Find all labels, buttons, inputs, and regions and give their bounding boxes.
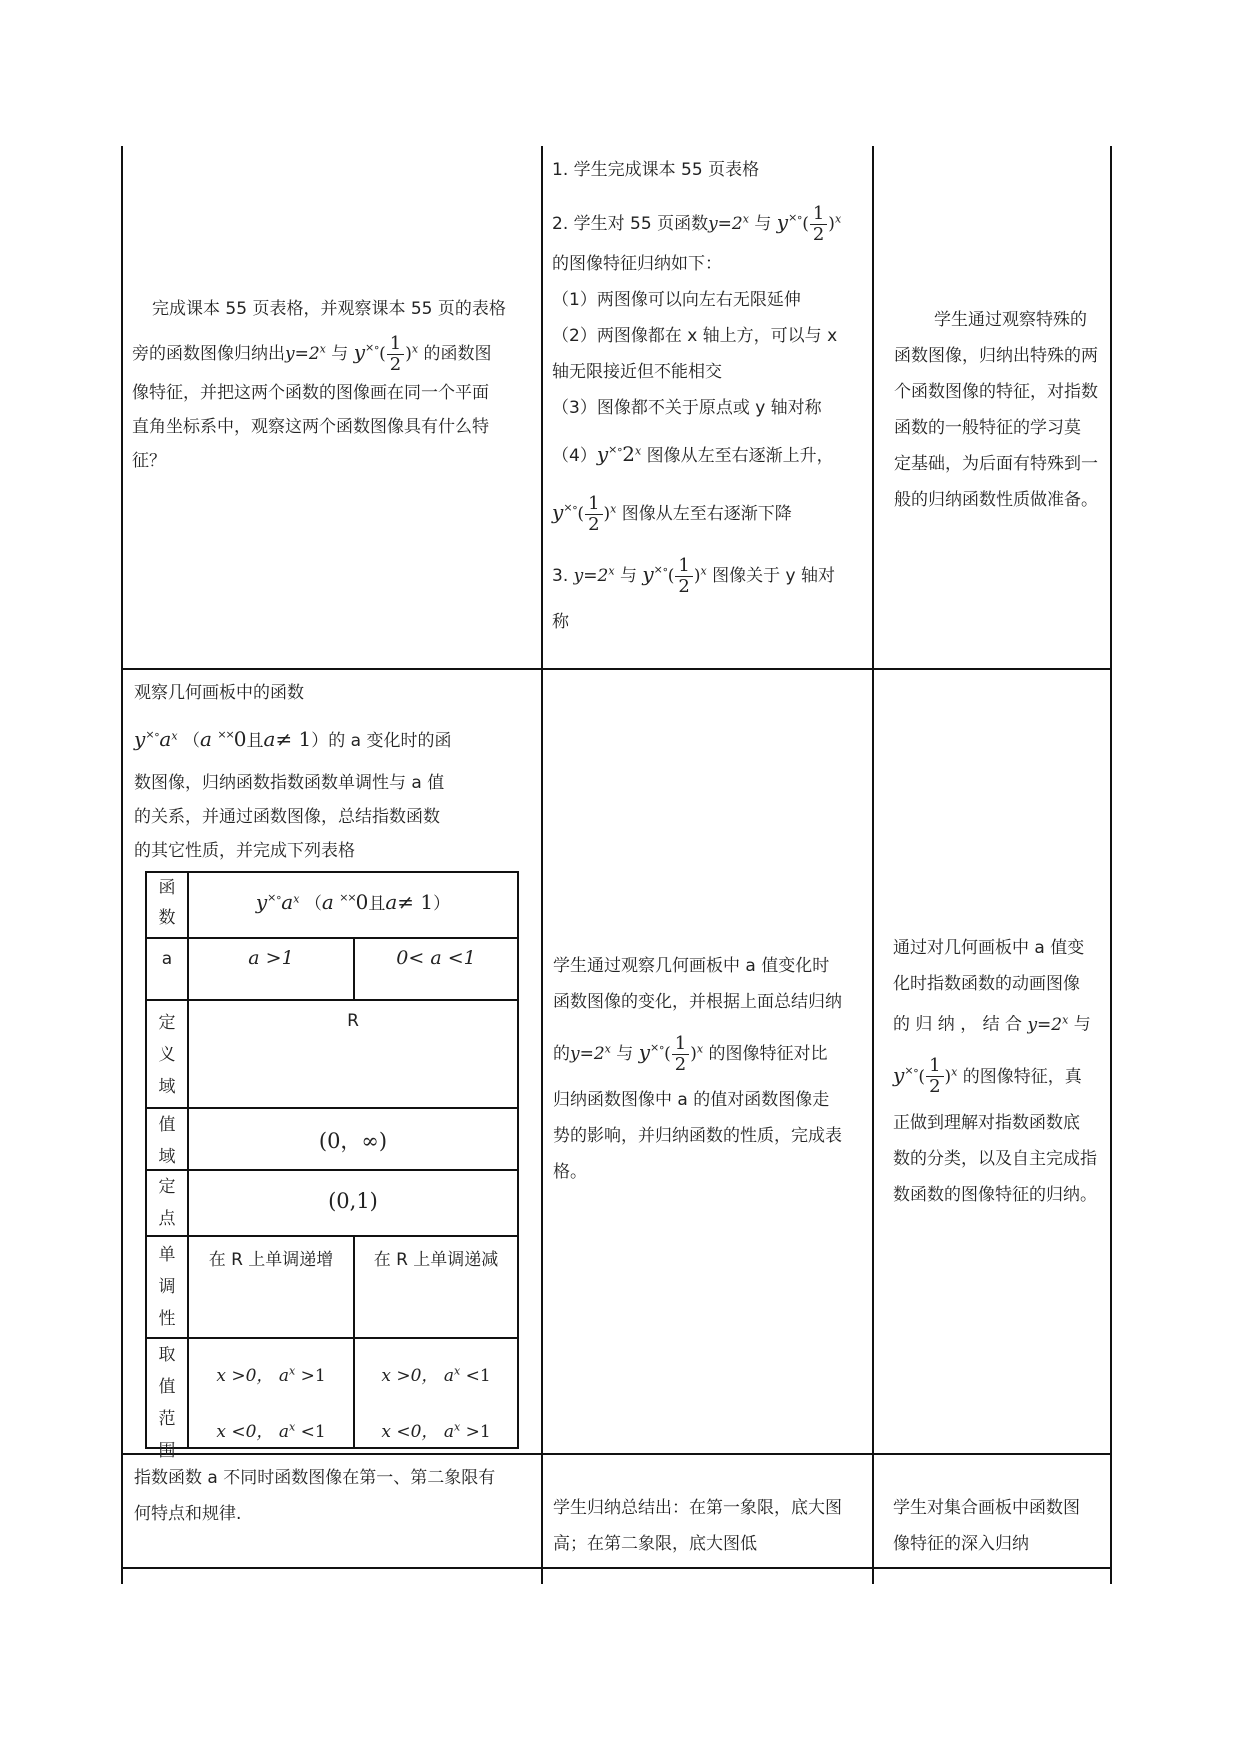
inner-border-r1 [145,937,519,939]
row1-col3-line6: 般的归纳函数性质做准备。 [894,490,1098,510]
row1-col3-line1: 学生通过观察特殊的 [934,310,1087,330]
label-value-range: 取值范围 [158,1345,176,1461]
row3-col1-text [134,1460,534,1532]
table-border-left [121,146,123,1584]
row1-col2-item3: 3. $y=2^x$ 与 y×∘( $\frac{1}{2}$ )$^x$ 图像关于 y 轴对 [552,554,835,597]
row2-col2-line6: 格。 [553,1162,587,1182]
header-function-formula: $y^{\times\circ}a^x$ （a ××0且a≠ 1） [255,890,451,914]
row2-col1-text [134,676,534,868]
inner-border-r6 [145,1337,519,1339]
row2-col2-line1: 学生通过观察几何画板中 a 值变化时 [553,956,830,976]
label-fixed-point: 定点 [158,1177,176,1229]
table-border-right [1110,146,1112,1584]
row1-col2-text [552,152,864,640]
row2-col1-line1: 观察几何画板中的函数 [134,683,304,703]
row1-col1-line3: 像特征，并把这两个函数的图像画在同一个平面 [132,383,489,403]
row1-col2-point4a: （4）y×∘2$^x$ 图像从左至右逐渐上升， [552,442,834,466]
case-a-greater-1: a >1 [248,947,294,969]
row1-col2-point4b: y×∘( $\frac{1}{2}$ )$^x$ 图像从左至右逐渐下降 [552,492,792,535]
value-range-gt1-neg: x <0， $a^x <1$ [216,1420,326,1442]
fraction-half: $\frac{1}{2}$ [926,1056,943,1097]
label-function: 函数 [158,878,176,928]
inner-border-top [145,871,519,873]
row3-col3-line2: 像特征的深入归纳 [893,1534,1029,1554]
row1-col3-line5: 定基础，为后面有特殊到一 [894,454,1098,474]
row1-col2-point1: （1）两图像可以向左右无限延伸 [552,290,801,310]
row2-col1-line3: 数图像，归纳函数指数函数单调性与 a 值 [134,773,445,793]
row3-col1-line1: 指数函数 a 不同时函数图像在第一、第二象限有 [134,1468,496,1488]
fraction-half: $\frac{1}{2}$ [387,334,404,375]
label-range: 值域 [158,1115,176,1167]
inner-border-r3 [145,1107,519,1109]
row2-col3-line5: 正做到理解对指数函数底 [893,1112,1080,1133]
row3-col2-text [553,1490,869,1562]
row2-col3-text [893,930,1107,1213]
row2-col1-line4: 的关系，并通过函数图像，总结指数函数 [134,807,440,827]
fraction-half: $\frac{1}{2}$ [585,494,602,535]
row2-col3-line7: 数函数的图像特征的归纳。 [893,1184,1097,1205]
inner-border-r5 [145,1235,519,1237]
fraction-half: $\frac{1}{2}$ [810,204,827,245]
monotonic-increasing: 在 R 上单调递增 [208,1250,334,1270]
value-range-lt1-neg: x <0， $a^x >1$ [381,1420,491,1442]
row1-col2-item1: 1. 学生完成课本 55 页表格 [552,160,760,180]
properties-table [145,871,519,1461]
case-a-between-0-1: 0< a <1 [396,947,476,969]
row3-col3-line1: 学生对集合画板中函数图 [893,1498,1080,1518]
label-a: a [161,949,173,969]
row2-col2-line4: 归纳函数图像中 a 的值对函数图像走 [553,1090,830,1110]
row1-col2-item2-tail: 的图像特征归纳如下： [552,254,722,274]
row2-col2-line3: 的$y=2^x$ 与 y×∘( $\frac{1}{2}$ )$^x$ 的图像特征对比 [553,1032,828,1075]
inner-border-r4 [145,1169,519,1171]
table-border-row1 [121,668,1112,670]
fraction-half: $\frac{1}{2}$ [672,1034,689,1075]
row2-col3-line3: 的 归 纳 ， 结 合 $y=2^x$ 与 [893,1013,1091,1035]
row2-col3-line6: 数的分类，以及自主完成指 [893,1148,1097,1169]
row2-col3-line2: 化时指数函数的动画图像 [893,974,1080,994]
fixed-point-value: (0,1) [328,1189,378,1213]
fraction-half: $\frac{1}{2}$ [675,556,692,597]
row1-col3-text [894,302,1106,518]
inner-border-right [517,871,519,1449]
row2-col3-line4: y×∘( $\frac{1}{2}$ )$^x$ 的图像特征，真 [893,1055,1082,1098]
row3-col2-line2: 高；在第二象限，底大图低 [553,1534,757,1554]
row3-col2-line1: 学生归纳总结出：在第一象限，底大图 [553,1498,842,1518]
row1-col3-line4: 函数的一般特征的学习莫 [894,418,1081,438]
row1-col2-point2a: （2）两图像都在 x 轴上方，可以与 x [552,326,838,346]
inner-border-bottom [145,1447,519,1449]
row2-col2-line2: 函数图像的变化，并根据上面总结归纳 [553,992,842,1012]
row1-col2-point3: （3）图像都不关于原点或 y 轴对称 [552,398,822,418]
row1-col1-text [132,292,532,478]
row1-col3-line3: 个函数图像的特征，对指数 [894,382,1098,402]
row1-col2-item3-tail: 称 [552,612,569,632]
row2-col3-line1: 通过对几何画板中 a 值变 [893,938,1085,958]
label-domain: 定义域 [158,1013,176,1097]
row3-col1-line2: 何特点和规律. [134,1504,242,1524]
row1-col3-line2: 函数图像，归纳出特殊的两 [894,346,1098,366]
range-value: (0，∞) [318,1129,388,1153]
row1-col1-line4: 直角坐标系中，观察这两个函数图像具有什么特 [132,417,489,437]
inner-border-r2 [145,999,519,1001]
label-monotonicity: 单调性 [158,1245,176,1329]
table-border-col1 [541,146,543,1584]
row1-col1-line1: 完成课本 55 页表格，并观察课本 55 页的表格 [152,299,506,319]
row2-col1-line5: 的其它性质，并完成下列表格 [134,841,355,861]
row2-col2-text [553,948,869,1190]
row1-col1-line5: 征？ [132,451,166,471]
row1-col1-line2: 旁的函数图像归纳出$y=2^x$ 与 y×∘( $\frac{1}{2}$ )$^x$ 的函数图 [132,332,492,375]
row2-col2-line5: 势的影响，并归纳函数的性质，完成表 [553,1126,842,1146]
row1-col2-point2b: 轴无限接近但不能相交 [552,362,722,382]
table-border-bottom [121,1567,1112,1569]
table-border-col2 [872,146,874,1584]
table-border-row2 [121,1453,1112,1455]
row3-col3-text [893,1490,1107,1562]
value-range-gt1-pos: x >0， $a^x >1$ [216,1364,326,1386]
formula-y2x: $y=2^x$ [285,342,326,364]
monotonic-decreasing: 在 R 上单调递减 [373,1250,499,1270]
row1-col2-item2: 2. 学生对 55 页函数$y=2^x$ 与 y×∘( $\frac{1}{2}$ )$^x$ [552,202,842,245]
value-range-lt1-pos: x >0， $a^x <1$ [381,1364,491,1386]
row2-col1-line2: $y^{\times\circ}a^x$ （a ××0且a≠ 1）的 a 变化时的函 [134,727,452,751]
domain-value: R [347,1011,359,1031]
